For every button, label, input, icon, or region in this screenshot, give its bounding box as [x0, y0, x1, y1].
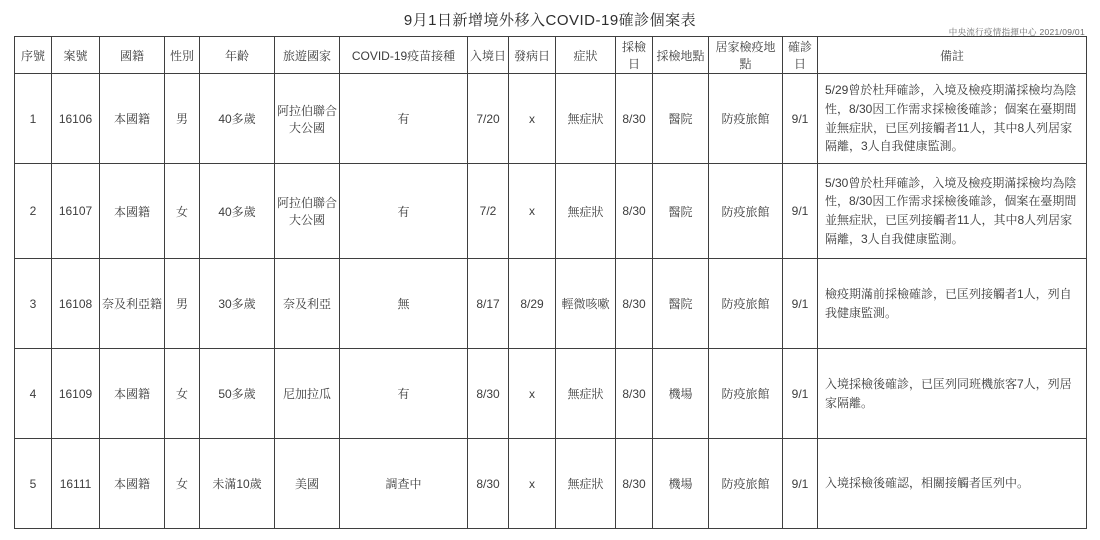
column-header: 採檢地點: [653, 37, 709, 74]
table-cell: 16111: [52, 439, 100, 529]
table-cell: 8/30: [616, 74, 653, 164]
table-cell: 本國籍: [100, 349, 165, 439]
source-credit: 中央流行疫情指揮中心 2021/09/01: [948, 27, 1085, 37]
table-cell: 女: [165, 439, 200, 529]
table-cell: 9/1: [783, 74, 818, 164]
table-row: [15, 439, 1087, 529]
table-cell: 防疫旅館: [709, 74, 783, 164]
column-header: 性別: [165, 37, 200, 74]
table-row: [15, 349, 1087, 439]
table-cell: 有: [340, 349, 468, 439]
table-cell: 40多歲: [200, 164, 275, 259]
table-cell: 阿拉伯聯合大公國: [275, 164, 340, 259]
table-cell: 男: [165, 74, 200, 164]
column-header: 旅遊國家: [275, 37, 340, 74]
table-cell: 未滿10歲: [200, 439, 275, 529]
table-cell: 無症狀: [556, 349, 616, 439]
column-header: 年齡: [200, 37, 275, 74]
column-header: 案號: [52, 37, 100, 74]
table-cell: 8/30: [468, 349, 509, 439]
table-cell: 8/30: [616, 349, 653, 439]
column-header: COVID-19疫苗接種: [340, 37, 468, 74]
table-cell: 8/29: [509, 259, 556, 349]
table-cell: 醫院: [653, 74, 709, 164]
table-cell: 奈及利亞: [275, 259, 340, 349]
table-cell: 機場: [653, 349, 709, 439]
table-cell: 防疫旅館: [709, 259, 783, 349]
table-cell: 9/1: [783, 259, 818, 349]
remark-cell: 入境採檢後確診，已匡列同班機旅客7人，列居家隔離。: [818, 349, 1087, 439]
table-cell: 50多歲: [200, 349, 275, 439]
table-cell: 8/30: [616, 164, 653, 259]
table-cell: 9/1: [783, 349, 818, 439]
table-cell: 16107: [52, 164, 100, 259]
table-cell: 尼加拉瓜: [275, 349, 340, 439]
table-cell: 本國籍: [100, 164, 165, 259]
table-row: [15, 259, 1087, 349]
table-cell: 8/30: [616, 439, 653, 529]
table-cell: 5: [15, 439, 52, 529]
column-header: 發病日: [509, 37, 556, 74]
table-cell: 16108: [52, 259, 100, 349]
remark-cell: 入境採檢後確認，相關接觸者匡列中。: [818, 439, 1087, 529]
table-cell: x: [509, 74, 556, 164]
table-cell: 8/30: [468, 439, 509, 529]
table-cell: x: [509, 164, 556, 259]
column-header: 入境日: [468, 37, 509, 74]
table-cell: 無: [340, 259, 468, 349]
column-header: 確診日: [783, 37, 818, 74]
table-header-row: [15, 37, 1087, 74]
table-cell: 防疫旅館: [709, 164, 783, 259]
table-cell: 2: [15, 164, 52, 259]
table-cell: x: [509, 349, 556, 439]
table-cell: 3: [15, 259, 52, 349]
table-cell: 阿拉伯聯合大公國: [275, 74, 340, 164]
remark-cell: 檢疫期滿前採檢確診，已匡列接觸者1人，列自我健康監測。: [818, 259, 1087, 349]
table-cell: 防疫旅館: [709, 439, 783, 529]
table-cell: 有: [340, 74, 468, 164]
table-cell: 女: [165, 349, 200, 439]
table-cell: 40多歲: [200, 74, 275, 164]
table-cell: 醫院: [653, 164, 709, 259]
table-header: [15, 37, 1087, 74]
table-cell: 輕微咳嗽: [556, 259, 616, 349]
table-cell: 本國籍: [100, 74, 165, 164]
column-header: 國籍: [100, 37, 165, 74]
table-cell: 16109: [52, 349, 100, 439]
table-cell: 有: [340, 164, 468, 259]
imported-cases-table: [14, 36, 1087, 529]
table-cell: 奈及利亞籍: [100, 259, 165, 349]
table-cell: 美國: [275, 439, 340, 529]
remark-cell: 5/29曾於杜拜確診，入境及檢疫期滿採檢均為陰性，8/30因工作需求採檢後確診；個案在臺期間並無症狀，已匡列接觸者11人，其中8人列居家隔離，3人自我健康監測。: [818, 74, 1087, 164]
table-cell: 4: [15, 349, 52, 439]
table-cell: 7/2: [468, 164, 509, 259]
table-body: [15, 74, 1087, 529]
page-title: 9月1日新增境外移入COVID-19確診個案表: [403, 12, 697, 29]
table-cell: 7/20: [468, 74, 509, 164]
table-cell: 16106: [52, 74, 100, 164]
column-header: 採檢日: [616, 37, 653, 74]
column-header: 居家檢疫地點: [709, 37, 783, 74]
table-row: [15, 164, 1087, 259]
table-cell: 男: [165, 259, 200, 349]
table-cell: 9/1: [783, 439, 818, 529]
table-cell: 1: [15, 74, 52, 164]
table-cell: 機場: [653, 439, 709, 529]
column-header: 症狀: [556, 37, 616, 74]
table-cell: x: [509, 439, 556, 529]
table-cell: 無症狀: [556, 74, 616, 164]
table-cell: 防疫旅館: [709, 349, 783, 439]
table-cell: 無症狀: [556, 164, 616, 259]
table-cell: 8/17: [468, 259, 509, 349]
remark-cell: 5/30曾於杜拜確診，入境及檢疫期滿採檢均為陰性，8/30因工作需求採檢後確診，個案在臺期間並無症狀，已匡列接觸者11人，其中8人列居家隔離，3人自我健康監測。: [818, 164, 1087, 259]
table-cell: 醫院: [653, 259, 709, 349]
column-header: 備註: [818, 37, 1087, 74]
table-cell: 無症狀: [556, 439, 616, 529]
table-cell: 8/30: [616, 259, 653, 349]
table-cell: 9/1: [783, 164, 818, 259]
table-cell: 30多歲: [200, 259, 275, 349]
table-cell: 女: [165, 164, 200, 259]
table-cell: 本國籍: [100, 439, 165, 529]
column-header: 序號: [15, 37, 52, 74]
table-cell: 調查中: [340, 439, 468, 529]
table-row: [15, 74, 1087, 164]
